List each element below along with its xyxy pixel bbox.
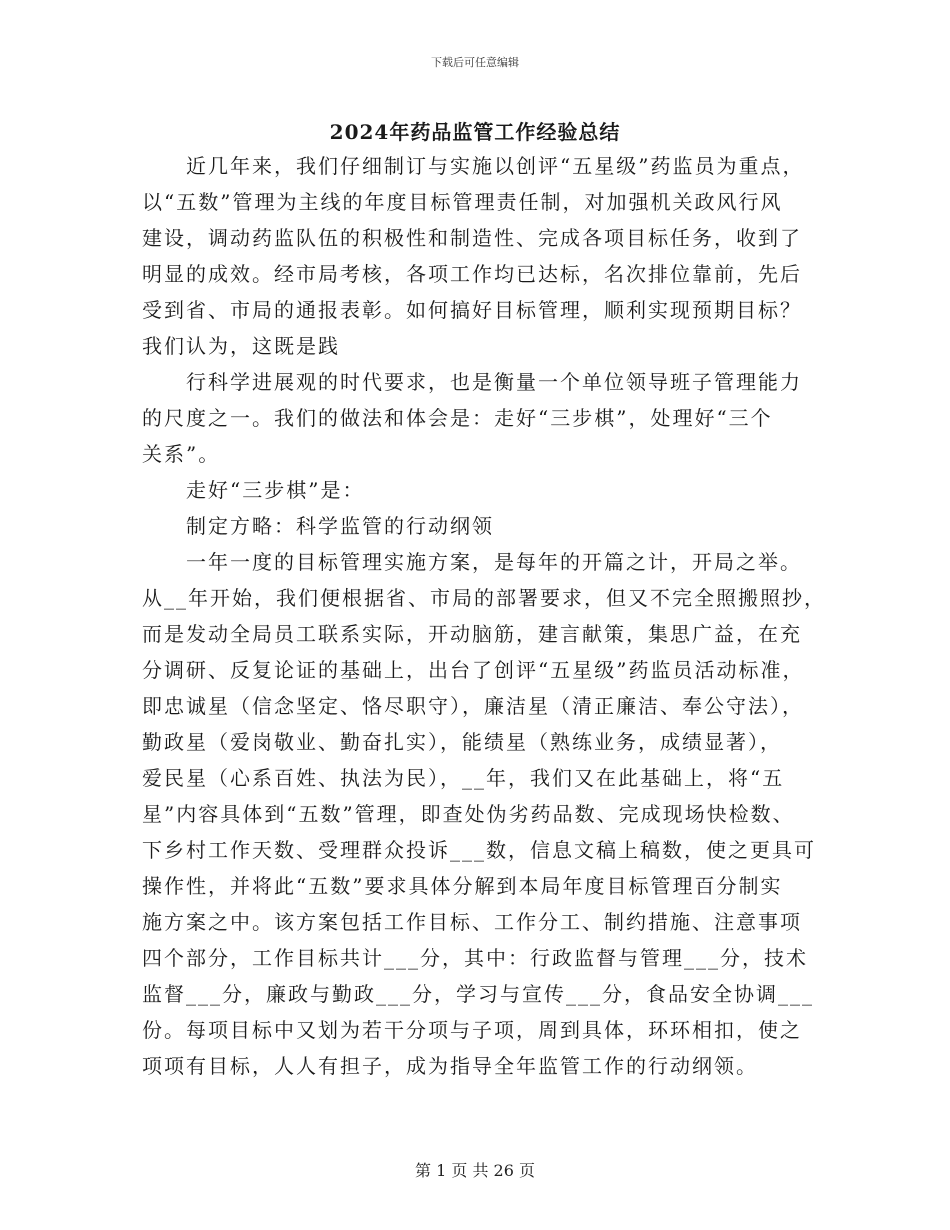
body-line: 下乡村工作天数、受理群众投诉___数，信息文稿上稿数，使之更具可: [142, 838, 816, 862]
body-line: 监督___分，廉政与勤政___分，学习与宣传___分，食品安全协调___: [142, 982, 814, 1006]
body-line: 建设，调动药监队伍的积极性和制造性、完成各项目标任务，收到了: [142, 226, 802, 250]
body-line: 项项有目标，人人有担子，成为指导全年监管工作的行动纲领。: [142, 1054, 758, 1078]
body-line: 近几年来，我们仔细制订与实施以创评“五星级”药监员为重点，: [142, 154, 805, 178]
body-line: 星”内容具体到“五数”管理，即查处伪劣药品数、完成现场快检数、: [142, 802, 795, 826]
page-number: 第 1 页 共 26 页: [415, 1161, 535, 1180]
page-header-note: 下载后可任意编辑: [431, 56, 519, 69]
body-line: 明显的成效。经市局考核，各项工作均已达标，名次排位靠前，先后: [142, 262, 802, 286]
body-line: 施方案之中。该方案包括工作目标、工作分工、制约措施、注意事项: [142, 910, 802, 934]
body-line: 一年一度的目标管理实施方案，是每年的开篇之计，开局之举。: [142, 550, 802, 574]
body-line: 勤政星（爱岗敬业、勤奋扎实），能绩星（熟练业务，成绩显著），: [142, 730, 782, 754]
body-line: 走好“三步棋”是：: [142, 478, 365, 502]
body-line: 关系”。: [142, 442, 221, 466]
body-line: 操作性，并将此“五数”要求具体分解到本局年度目标管理百分制实: [142, 874, 783, 898]
body-line: 而是发动全局员工联系实际，开动脑筋，建言献策，集思广益，在充: [142, 622, 802, 646]
body-line: 即忠诚星（信念坚定、恪尽职守），廉洁星（清正廉洁、奉公守法），: [142, 694, 804, 718]
body-line: 从__年开始，我们便根据省、市局的部署要求，但又不完全照搬照抄，: [142, 586, 826, 610]
document-body: [142, 148, 826, 1084]
body-line: 我们认为，这既是践: [142, 334, 340, 358]
body-line: 行科学进展观的时代要求，也是衡量一个单位领导班子管理能力: [142, 370, 802, 394]
section-heading: 制定方略：科学监管的行动纲领: [142, 514, 494, 538]
body-line: 四个部分，工作目标共计___分，其中：行政监督与管理___分，技术: [142, 946, 808, 970]
body-line: 以“五数”管理为主线的年度目标管理责任制，对加强机关政风行风: [142, 190, 783, 214]
body-line: 爱民星（心系百姓、执法为民），__年，我们又在此基础上，将“五: [142, 766, 785, 790]
body-line: 分调研、反复论证的基础上，出台了创评“五星级”药监员活动标准，: [142, 658, 805, 682]
body-line: 份。每项目标中又划为若干分项与子项，周到具体，环环相扣，使之: [142, 1018, 802, 1042]
body-line: 的尺度之一。我们的做法和体会是：走好“三步棋”，处理好“三个: [142, 406, 773, 430]
document-title: 2024年药品监管工作经验总结: [329, 120, 621, 144]
body-line: 受到省、市局的通报表彰。如何搞好目标管理，顺利实现预期目标？: [142, 298, 802, 322]
